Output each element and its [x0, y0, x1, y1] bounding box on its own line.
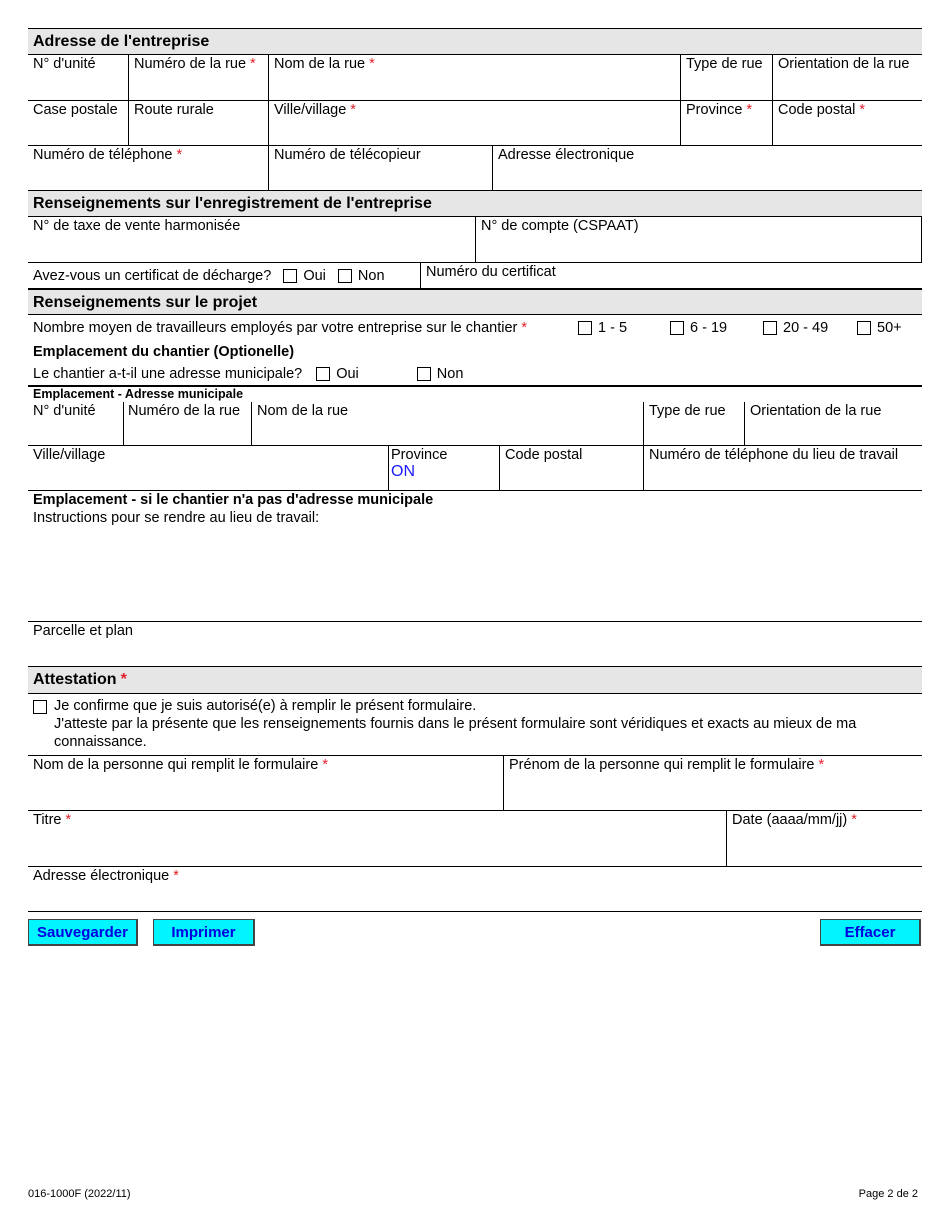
checkbox-range-3[interactable] [763, 321, 777, 335]
section-title: Renseignements sur l'enregistrement de l'entreprise [33, 195, 432, 212]
date-field[interactable]: Date (aaaa/mm/jj) * [726, 811, 922, 866]
province-value: ON [391, 463, 415, 480]
postal-code-field[interactable]: Code postal * [772, 101, 922, 145]
account-field[interactable]: N° de compte (CSPAAT) [475, 217, 922, 262]
section-title: Attestation [33, 671, 117, 688]
first-name-field[interactable]: Prénom de la personne qui remplit le formulaire * [503, 756, 922, 810]
clear-button[interactable]: Effacer [820, 919, 921, 946]
required-mark: * [322, 757, 328, 773]
business-address-row-3 [28, 146, 922, 190]
required-mark: * [746, 102, 753, 118]
clearance-yes-option[interactable]: Oui [283, 268, 326, 284]
required-mark: * [859, 102, 866, 118]
province-field[interactable]: Province * [680, 101, 772, 145]
last-name-field[interactable]: Nom de la personne qui remplit le formulaire * [33, 757, 328, 773]
street-number-field[interactable]: Numéro de la rue * [128, 55, 268, 100]
range-option-4[interactable]: 50+ [857, 320, 902, 336]
required-mark: * [369, 56, 375, 72]
section-attestation [28, 666, 922, 694]
form [28, 28, 922, 912]
street-direction-field[interactable]: Orientation de la rue [772, 55, 922, 100]
no-address-heading: Emplacement - si le chantier n'a pas d'adresse municipale [33, 492, 434, 508]
phone-field[interactable]: Numéro de téléphone * [33, 147, 183, 163]
checkbox-attestation[interactable] [33, 700, 47, 714]
section-business-address [28, 28, 922, 55]
rural-route-field[interactable]: Route rurale [128, 101, 268, 145]
attestation-row-3 [28, 867, 922, 912]
street-name-field[interactable]: Nom de la rue * [268, 55, 680, 100]
municipal-question-row: Le chantier a-t-il une adresse municipale? Oui Non [28, 363, 922, 387]
checkbox-range-1[interactable] [578, 321, 592, 335]
save-button[interactable]: Sauvegarder [28, 919, 138, 946]
fax-field[interactable]: Numéro de télécopieur [268, 146, 492, 190]
checkbox-municipal-no[interactable] [417, 367, 431, 381]
site-address-row-1 [28, 402, 922, 446]
checkbox-clearance-no[interactable] [338, 269, 352, 283]
required-mark: * [120, 671, 127, 688]
required-mark: * [65, 812, 72, 828]
section-title: Adresse de l'entreprise [33, 33, 210, 50]
email-field[interactable]: Adresse électronique [492, 146, 922, 190]
required-mark: * [250, 56, 256, 72]
unit-field[interactable]: N° d'unité [33, 56, 96, 72]
lot-plan-field[interactable]: Parcelle et plan [33, 623, 133, 639]
certificate-number-field[interactable]: Numéro du certificat [420, 263, 922, 288]
range-option-3[interactable]: 20 - 49 [763, 320, 828, 336]
site-province-field[interactable]: Province ON [388, 446, 499, 490]
location-heading: Emplacement du chantier (Optionelle) [33, 343, 295, 360]
checkbox-range-2[interactable] [670, 321, 684, 335]
municipal-yes-option[interactable]: Oui [316, 366, 359, 382]
attestation-email-field[interactable]: Adresse électronique * [33, 868, 179, 884]
street-type-field[interactable]: Type de rue [680, 55, 772, 100]
business-address-row-1 [28, 55, 922, 101]
site-postal-code-field[interactable]: Code postal [499, 446, 643, 490]
municipal-no-option[interactable]: Non [417, 366, 464, 382]
site-address-row-2 [28, 446, 922, 491]
required-mark: * [173, 868, 179, 884]
attestation-statement: Je confirme que je suis autorisé(e) à remplir le présent formulaire. J'atteste par la présente que les renseignements fournis dans le présent formulaire sont véridiques et exacts au mieux de ma connaissance. [28, 694, 922, 755]
directions-field[interactable]: Instructions pour se rendre au lieu de travail: [28, 510, 922, 622]
required-mark: * [818, 757, 825, 773]
attestation-row-1 [28, 755, 922, 811]
range-option-2[interactable]: 6 - 19 [670, 320, 727, 336]
attestation-row-2 [28, 811, 922, 867]
po-box-field[interactable]: Case postale [33, 102, 118, 118]
page-number: Page 2 de 2 [858, 1188, 918, 1200]
clearance-question: Avez-vous un certificat de décharge? Oui Non [33, 267, 385, 284]
site-street-type-field[interactable]: Type de rue [643, 402, 744, 445]
municipal-heading: Emplacement - Adresse municipale [33, 387, 244, 401]
site-phone-field[interactable]: Numéro de téléphone du lieu de travail [643, 446, 922, 490]
site-street-name-field[interactable]: Nom de la rue [251, 402, 643, 445]
clearance-no-option[interactable]: Non [338, 268, 385, 284]
checkbox-clearance-yes[interactable] [283, 269, 297, 283]
site-street-number-field[interactable]: Numéro de la rue [123, 402, 251, 445]
form-number: 016-1000F (2022/11) [28, 1188, 131, 1200]
required-mark: * [176, 147, 183, 163]
checkbox-municipal-yes[interactable] [316, 367, 330, 381]
required-mark: * [851, 812, 857, 828]
registration-row-2 [28, 263, 922, 288]
site-unit-field[interactable]: N° d'unité [33, 403, 96, 419]
hst-field[interactable]: N° de taxe de vente harmonisée [33, 218, 241, 234]
print-button[interactable]: Imprimer [153, 919, 255, 946]
title-field[interactable]: Titre * [33, 812, 72, 828]
required-mark: * [521, 319, 528, 336]
business-address-row-2 [28, 101, 922, 146]
registration-row-1 [28, 217, 922, 263]
city-field[interactable]: Ville/village * [268, 101, 680, 145]
section-project [28, 288, 922, 315]
site-street-direction-field[interactable]: Orientation de la rue [744, 402, 922, 445]
required-mark: * [350, 102, 356, 118]
workers-row: Nombre moyen de travailleurs employés par votre entreprise sur le chantier * 1 - 5 6 - 19 20 - 49 50+ [33, 319, 902, 336]
checkbox-range-4[interactable] [857, 321, 871, 335]
site-city-field[interactable]: Ville/village [33, 447, 106, 463]
section-title: Renseignements sur le projet [33, 294, 258, 311]
section-registration [28, 190, 922, 217]
range-option-1[interactable]: 1 - 5 [578, 320, 627, 336]
